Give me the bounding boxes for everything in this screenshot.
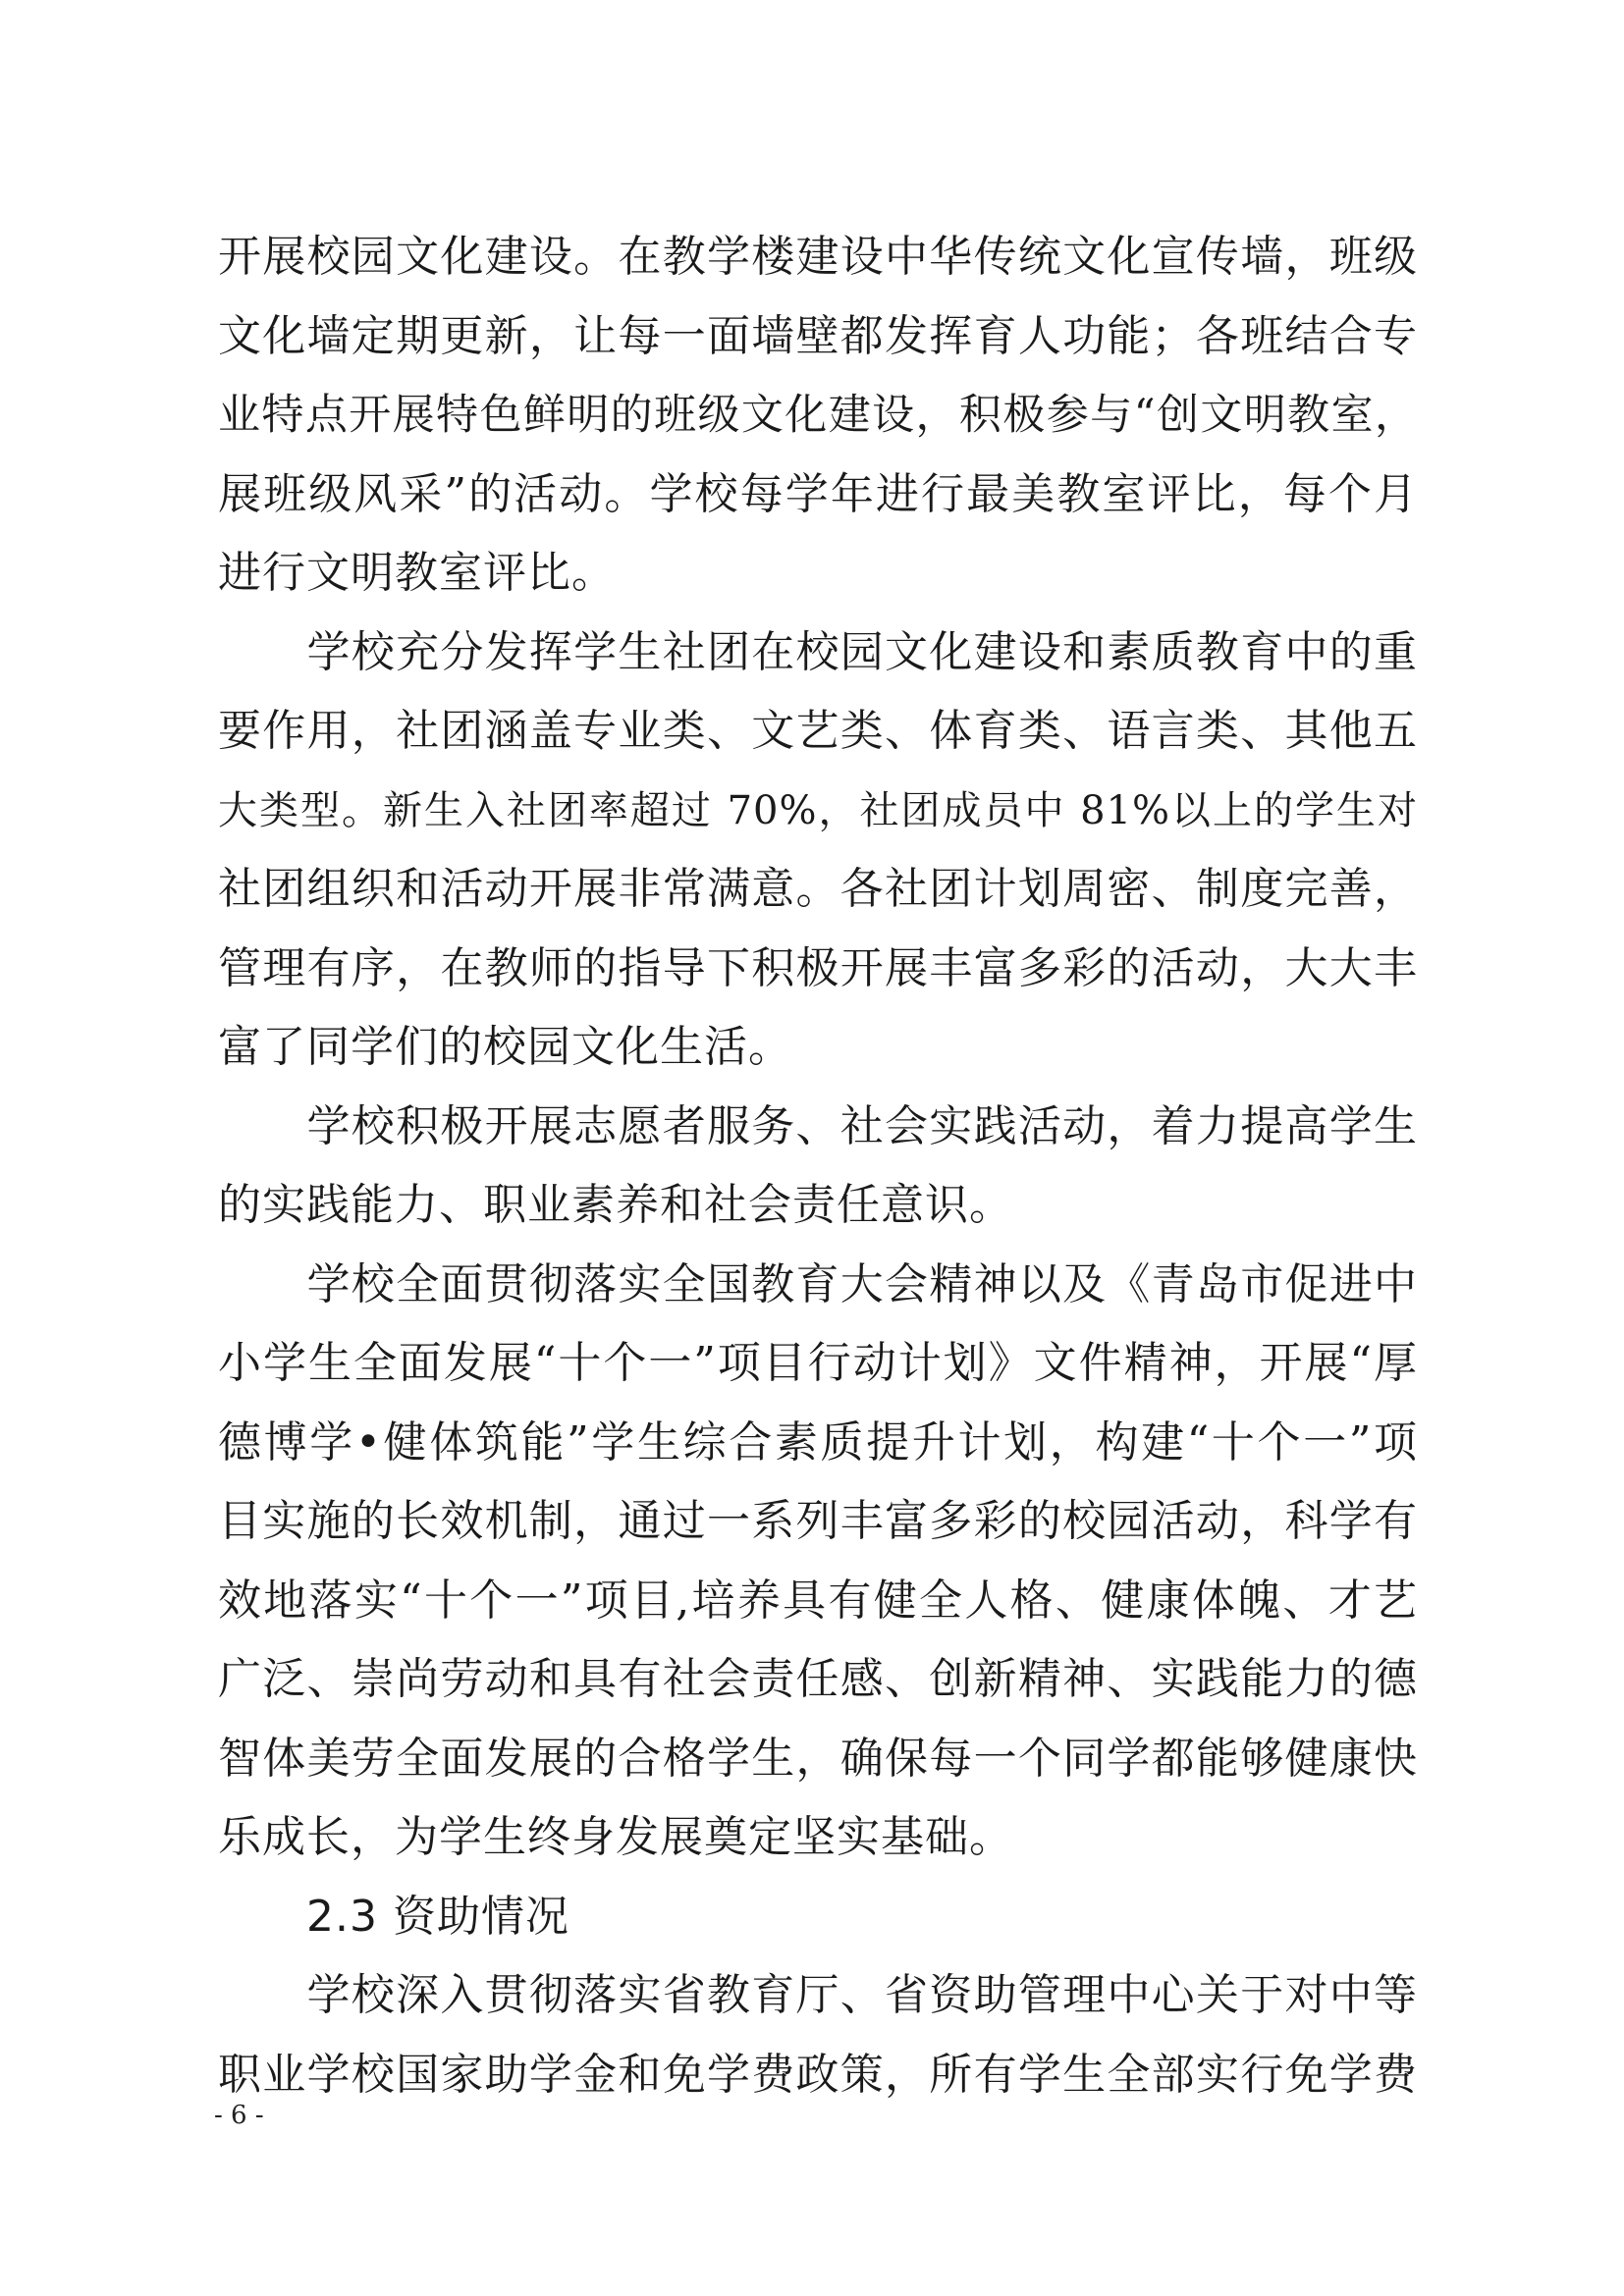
text-line: 业特点开展特色鲜明的班级文化建设，积极参与“创文明教室， — [218, 391, 1418, 440]
text-line: 大类型。新生入社团率超过 70%，社团成员中 81%以上的学生对 — [218, 787, 1418, 833]
text-line: 学校深入贯彻落实省教育厅、省资助管理中心关于对中等 — [218, 1970, 1418, 2020]
text-line: 开展校园文化建设。在教学楼建设中华传统文化宣传墙，班级 — [218, 232, 1418, 282]
text-line: 社团组织和活动开展非常满意。各社团计划周密、制度完善， — [218, 864, 1418, 914]
text-line: 学校充分发挥学生社团在校园文化建设和素质教育中的重 — [218, 626, 1418, 677]
text-line: 展班级风采”的活动。学校每学年进行最美教室评比，每个月 — [218, 468, 1418, 519]
section-heading: 2.3 资助情况 — [218, 1891, 569, 1942]
text-line: 乐成长，为学生终身发展奠定坚实基础。 — [218, 1812, 1013, 1862]
text-line: 效地落实“十个一”项目,培养具有健全人格、健康体魄、才艺 — [218, 1575, 1418, 1626]
text-line: 智体美劳全面发展的合格学生，确保每一个同学都能够健康快 — [218, 1733, 1418, 1784]
text-line: 富了同学们的校园文化生活。 — [218, 1022, 792, 1072]
text-line: 的实践能力、职业素养和社会责任意识。 — [218, 1180, 1013, 1230]
page-number: - 6 - — [214, 2101, 264, 2130]
text-line: 学校积极开展志愿者服务、社会实践活动，着力提高学生 — [218, 1100, 1418, 1151]
text-line: 要作用，社团涵盖专业类、文艺类、体育类、语言类、其他五 — [218, 706, 1418, 756]
body-text — [218, 218, 1418, 2114]
text-line: 德博学•健体筑能”学生综合素质提升计划，构建“十个一”项 — [218, 1416, 1418, 1468]
text-line: 目实施的长效机制，通过一系列丰富多彩的校园活动，科学有 — [218, 1496, 1418, 1546]
text-line: 学校全面贯彻落实全国教育大会精神以及《青岛市促进中 — [218, 1258, 1418, 1309]
text-line: 进行文明教室评比。 — [218, 548, 616, 598]
text-line: 文化墙定期更新，让每一面墙壁都发挥育人功能；各班结合专 — [218, 310, 1418, 361]
text-line: 职业学校国家助学金和免学费政策，所有学生全部实行免学费 — [218, 2049, 1418, 2100]
text-line: 管理有序，在教师的指导下积极开展丰富多彩的活动，大大丰 — [218, 942, 1418, 993]
text-line: 小学生全面发展“十个一”项目行动计划》文件精神，开展“厚 — [218, 1338, 1418, 1388]
text-line: 广泛、崇尚劳动和具有社会责任感、创新精神、实践能力的德 — [218, 1654, 1418, 1704]
